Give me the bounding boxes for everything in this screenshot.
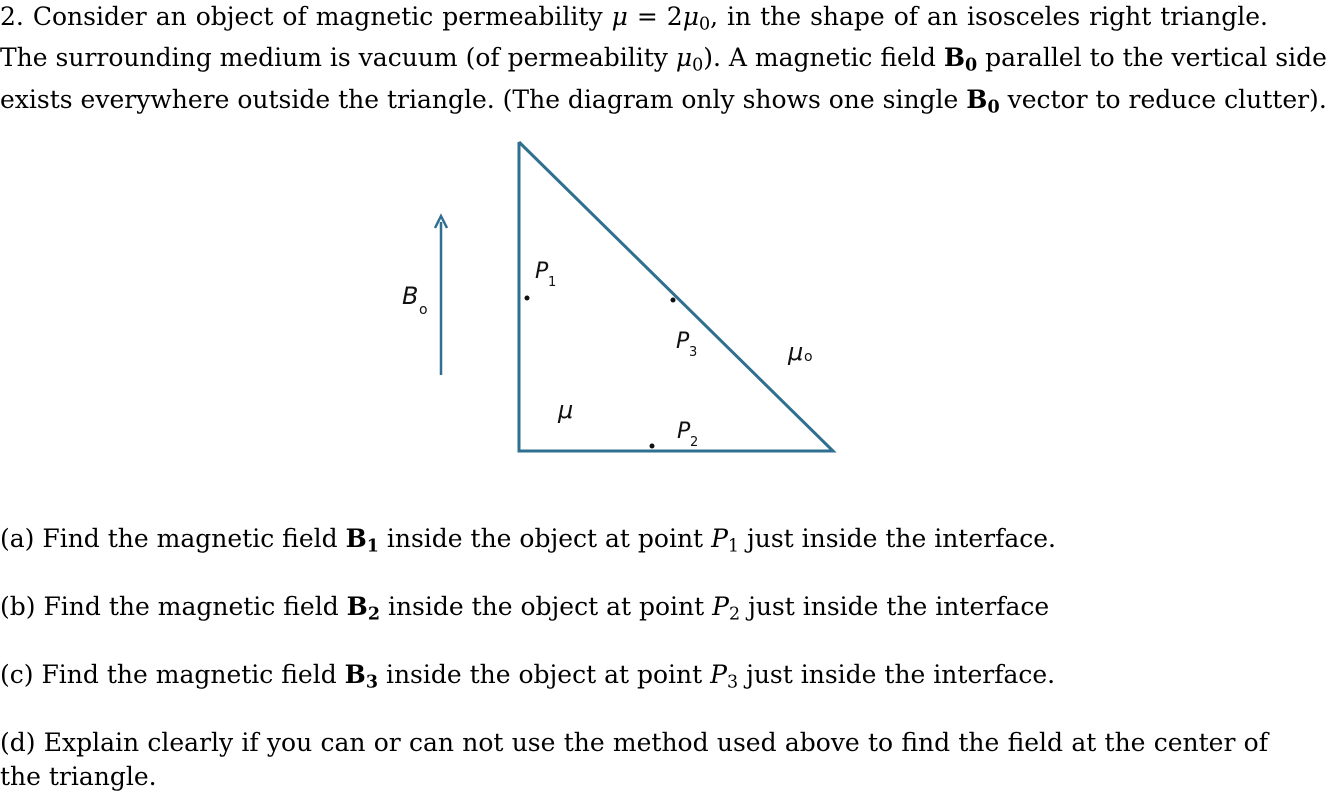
- problem-number: 2.: [0, 2, 24, 31]
- mu-inside-label: μ: [558, 396, 574, 424]
- question-a: (a) Find the magnetic field $B_1$ inside the object at point $P_1$ just inside the interface.: [0, 524, 1056, 557]
- problem-intro: [0, 0, 1327, 124]
- point-p1-dot: [525, 296, 530, 301]
- question-c: (c) Find the magnetic field $B_3$ inside the object at point $P_3$ just inside the interface.: [0, 660, 1056, 693]
- p1-label: P: [535, 259, 549, 284]
- mu0-outside-label-sub: o: [804, 349, 813, 365]
- b0-symbol: B: [943, 43, 965, 73]
- mu-symbol: μ: [611, 2, 628, 31]
- question-b: (b) Find the magnetic field $B_2$ inside the object at point $P_2$ just inside the interface: [0, 592, 1050, 625]
- intro-line-1: 2. Consider an object of magnetic permeability $\mu = 2\mu_0$, in the shape of an isosceles right triangle.: [0, 2, 1268, 35]
- triangle-diagram: [380, 130, 860, 470]
- mu-symbol: μ: [682, 2, 699, 31]
- b0-symbol: B: [966, 84, 988, 114]
- point-p3-dot: [671, 298, 676, 303]
- mu0-outside-label: μ: [788, 338, 804, 366]
- intro-line-2: The surrounding medium is vacuum (of permeability $\mu_0$). A magnetic field $B_0$ parallel to the vertical side: [0, 43, 1327, 76]
- question-d: (d) Explain clearly if you can or can not use the method used above to find the field at the center of the triangle.: [0, 728, 1268, 791]
- p1-label-sub: 1: [548, 275, 557, 290]
- p3-label: P: [676, 329, 690, 354]
- p2-label: P: [677, 419, 691, 444]
- b0-label-sub: o: [419, 302, 428, 318]
- b0-label: B: [402, 282, 419, 310]
- p3-label-sub: 3: [689, 345, 698, 360]
- p2-label-sub: 2: [690, 435, 699, 450]
- intro-line-3: exists everywhere outside the triangle. (The diagram only shows one single $B_0$ vector to reduce clutter).: [0, 84, 1327, 118]
- point-p2-dot: [650, 444, 655, 449]
- mu-symbol: μ: [675, 43, 693, 73]
